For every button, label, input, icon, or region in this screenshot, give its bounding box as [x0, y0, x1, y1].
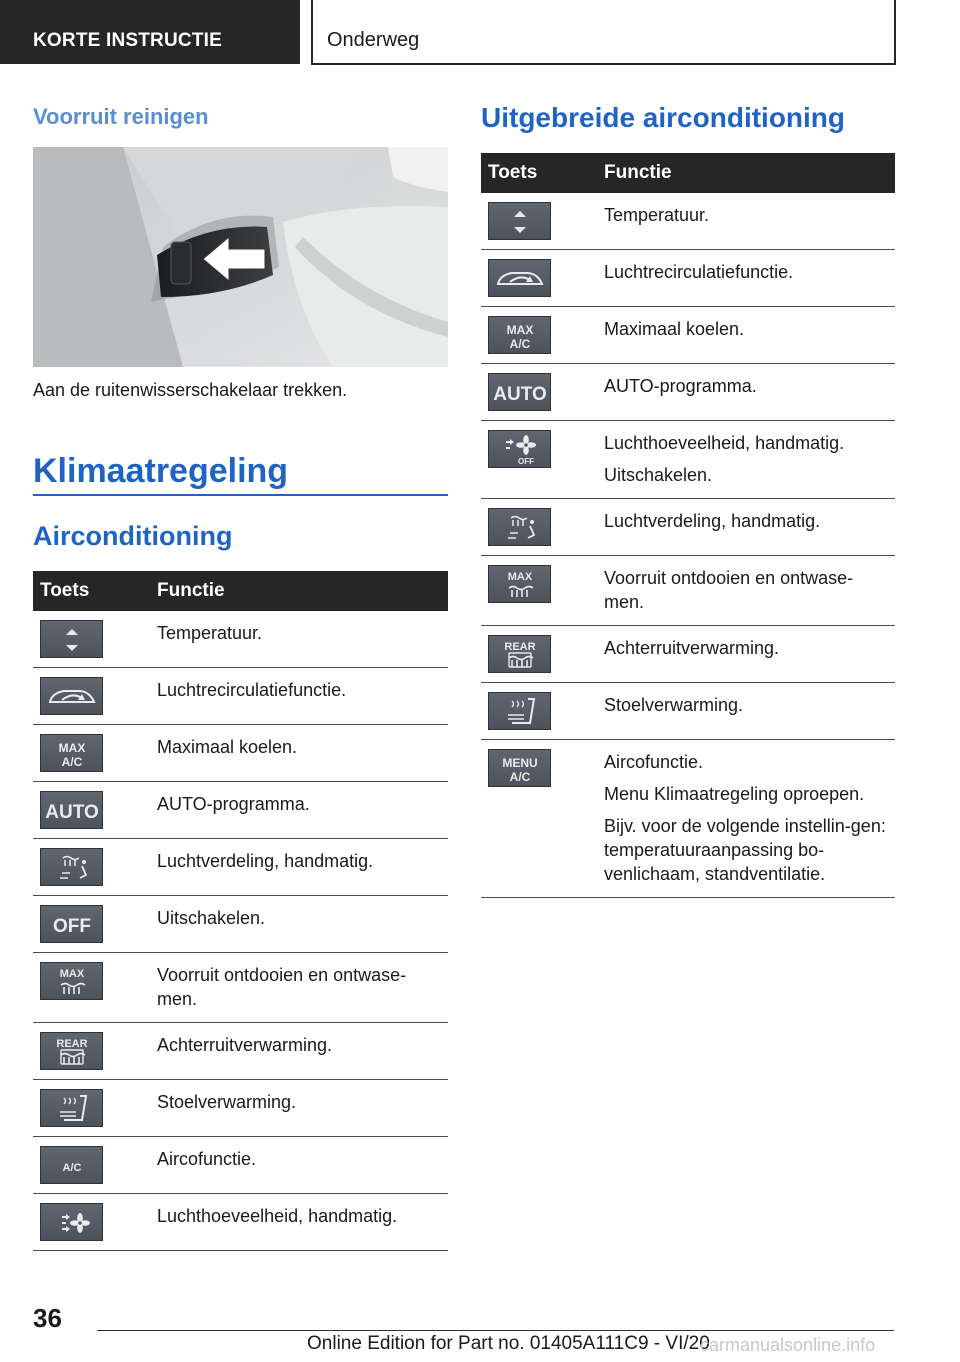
functie-text: Luchtrecirculatiefunctie.	[157, 680, 347, 700]
menu-ac-icon	[488, 749, 551, 787]
table-row	[481, 364, 895, 421]
functie-text: Aircofunctie.	[157, 1149, 257, 1169]
functie-cell	[604, 683, 895, 740]
functie-text: Bijv. voor de volgende instellin-gen: temperatuuraanpassing bo-venlichaam, standventilatie.	[604, 816, 886, 884]
table-row	[33, 782, 448, 839]
table-row	[481, 626, 895, 683]
off-icon	[40, 905, 103, 943]
footer-divider	[97, 1330, 894, 1331]
toets-cell	[481, 364, 604, 421]
col-toets: Toets	[481, 153, 604, 193]
functie-cell	[604, 364, 895, 421]
uitgebreide-table-header	[481, 153, 895, 193]
toets-cell	[481, 193, 604, 250]
toets-cell	[481, 626, 604, 683]
fan-off-icon	[488, 430, 551, 468]
seat-heating-icon	[40, 1089, 103, 1127]
temperature-arrows-icon	[488, 202, 551, 240]
temperature-arrows-icon	[40, 620, 103, 658]
functie-cell	[157, 896, 448, 953]
fan-icon	[40, 1203, 103, 1241]
toets-cell	[33, 896, 157, 953]
functie-cell	[604, 499, 895, 556]
toets-cell	[33, 839, 157, 896]
svg-text:A/C: A/C	[62, 1162, 81, 1174]
table-row	[33, 1137, 448, 1194]
toets-cell	[481, 307, 604, 364]
chapter-tab: KORTE INSTRUCTIE	[0, 0, 300, 64]
functie-text: Uitschakelen.	[157, 908, 266, 928]
voorruit-heading: Voorruit reinigen	[33, 104, 209, 129]
svg-text:A/C: A/C	[509, 337, 530, 351]
toets-cell	[33, 611, 157, 668]
toets-cell	[481, 421, 604, 499]
toets-cell	[481, 499, 604, 556]
table-row	[481, 683, 895, 740]
table-row	[481, 740, 895, 898]
svg-text:MAX: MAX	[507, 571, 532, 583]
functie-cell	[157, 1080, 448, 1137]
functie-cell	[157, 839, 448, 896]
functie-text: Uitschakelen.	[604, 465, 713, 485]
functie-cell	[604, 740, 895, 898]
toets-cell	[33, 1194, 157, 1251]
air-distribution-icon	[40, 848, 103, 886]
functie-cell	[157, 1194, 448, 1251]
table-row	[33, 953, 448, 1023]
functie-cell	[604, 193, 895, 250]
col-toets: Toets	[33, 571, 157, 611]
svg-text:MAX: MAX	[59, 968, 84, 980]
table-row	[33, 611, 448, 668]
watermark-text: carmanualsonline.info	[700, 1335, 876, 1355]
functie-cell	[604, 626, 895, 683]
toets-cell	[481, 556, 604, 626]
max-defrost-icon	[40, 962, 103, 1000]
auto-icon	[40, 791, 103, 829]
functie-text: Luchtrecirculatiefunctie.	[604, 262, 794, 282]
max-ac-icon	[40, 734, 103, 772]
functie-cell	[604, 250, 895, 307]
functie-text: Luchtverdeling, handmatig.	[157, 851, 374, 871]
svg-text:AUTO: AUTO	[492, 384, 547, 405]
functie-cell	[604, 307, 895, 364]
functie-cell	[157, 611, 448, 668]
functie-text: Achterruitverwarming.	[604, 638, 780, 658]
airco-table	[33, 571, 448, 1251]
svg-text:OFF: OFF	[517, 457, 534, 466]
functie-text: Stoelverwarming.	[604, 695, 744, 715]
edition-text: Online Edition for Part no. 01405A111C9 - VI/20	[307, 1333, 710, 1354]
toets-cell	[33, 1080, 157, 1137]
recirculation-icon	[40, 677, 103, 715]
functie-text: Temperatuur.	[157, 623, 263, 643]
airconditioning-heading: Airconditioning	[33, 521, 233, 551]
table-row	[33, 839, 448, 896]
functie-text: Menu Klimaatregeling oproepen.	[604, 784, 865, 804]
functie-cell	[157, 782, 448, 839]
table-row	[33, 1194, 448, 1251]
air-distribution-icon	[488, 508, 551, 546]
table-row	[481, 556, 895, 626]
table-row	[481, 193, 895, 250]
functie-text: Luchthoeveelheid, handmatig.	[604, 433, 845, 453]
seat-heating-icon	[488, 692, 551, 730]
uitgebreide-heading: Uitgebreide airconditioning	[481, 102, 846, 133]
toets-cell	[33, 953, 157, 1023]
table-row	[33, 896, 448, 953]
uitgebreide-table	[481, 153, 895, 898]
table-row	[481, 421, 895, 499]
functie-text: AUTO-programma.	[157, 794, 310, 814]
table-row	[33, 1023, 448, 1080]
toets-cell	[481, 250, 604, 307]
wiper-lever-photo	[33, 147, 448, 367]
rear-defrost-icon	[40, 1032, 103, 1070]
klimaatregeling-heading: Klimaatregeling	[33, 452, 448, 496]
toets-cell	[33, 1137, 157, 1194]
functie-text: Temperatuur.	[604, 205, 710, 225]
toets-cell	[33, 1023, 157, 1080]
max-defrost-icon	[488, 565, 551, 603]
functie-cell	[157, 725, 448, 782]
svg-text:A/C: A/C	[509, 770, 530, 784]
functie-text: Maximaal koelen.	[604, 319, 745, 339]
functie-text: Aircofunctie.	[604, 752, 704, 772]
functie-text: Voorruit ontdooien en ontwase-men.	[157, 965, 407, 1009]
col-functie: Functie	[157, 571, 448, 611]
ac-icon	[40, 1146, 103, 1184]
functie-cell	[157, 668, 448, 725]
functie-text: AUTO-programma.	[604, 376, 757, 396]
svg-text:A/C: A/C	[61, 755, 82, 769]
toets-cell	[33, 668, 157, 725]
svg-text:MAX: MAX	[506, 323, 533, 337]
functie-cell	[157, 1137, 448, 1194]
toets-cell	[481, 683, 604, 740]
col-functie: Functie	[604, 153, 895, 193]
auto-icon	[488, 373, 551, 411]
table-row	[481, 499, 895, 556]
functie-cell	[604, 421, 895, 499]
functie-text: Maximaal koelen.	[157, 737, 298, 757]
table-row	[33, 1080, 448, 1137]
functie-text: Stoelverwarming.	[157, 1092, 297, 1112]
svg-text:REAR: REAR	[503, 641, 536, 653]
functie-text: Voorruit ontdooien en ontwase-men.	[604, 568, 854, 612]
svg-text:OFF: OFF	[52, 916, 91, 937]
functie-text: Luchtverdeling, handmatig.	[604, 511, 821, 531]
recirculation-icon	[488, 259, 551, 297]
functie-cell	[157, 1023, 448, 1080]
svg-text:REAR: REAR	[55, 1038, 88, 1050]
table-row	[481, 250, 895, 307]
page-number: 36	[33, 1303, 62, 1333]
section-tab: Onderweg	[311, 0, 896, 65]
functie-text: Achterruitverwarming.	[157, 1035, 333, 1055]
toets-cell	[33, 782, 157, 839]
svg-text:AUTO: AUTO	[44, 802, 99, 823]
svg-text:MAX: MAX	[58, 741, 85, 755]
table-row	[33, 668, 448, 725]
wiper-caption: Aan de ruitenwisserschakelaar trekken.	[33, 380, 348, 400]
functie-text: Luchthoeveelheid, handmatig.	[157, 1206, 398, 1226]
svg-text:MENU: MENU	[501, 756, 538, 770]
toets-cell	[481, 740, 604, 898]
functie-cell	[157, 953, 448, 1023]
functie-cell	[604, 556, 895, 626]
table-row	[33, 725, 448, 782]
max-ac-icon	[488, 316, 551, 354]
table-row	[481, 307, 895, 364]
airco-table-header	[33, 571, 448, 611]
toets-cell	[33, 725, 157, 782]
rear-defrost-icon	[488, 635, 551, 673]
